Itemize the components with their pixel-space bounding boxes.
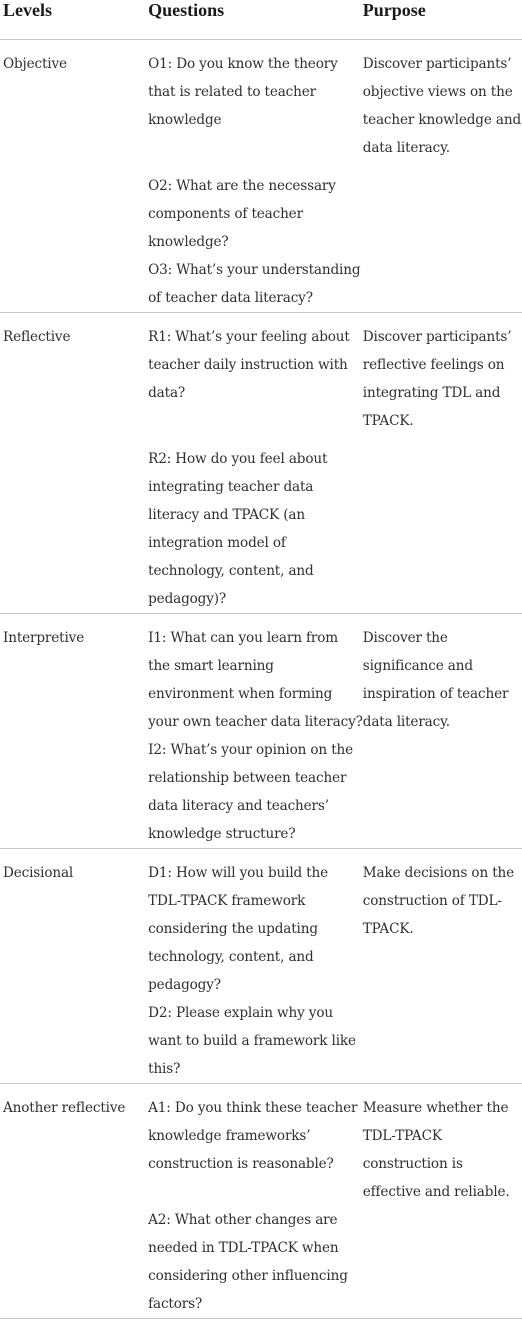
header-levels: Levels (0, 0, 148, 40)
table-body (0, 40, 522, 1319)
table-row-another-reflective-cont (0, 1206, 522, 1319)
table-row-objective-cont (0, 256, 522, 313)
header-purpose: Purpose (363, 0, 522, 40)
table-row-reflective-cont (0, 435, 522, 614)
question-cell: O3: What’s your understanding of teacher data literacy? (148, 256, 363, 313)
table-row-objective-cont (0, 162, 522, 256)
question-cell: D1: How will you build the TDL-TPACK framework considering the updating technology, content, and pedagogy? (148, 865, 329, 993)
question-cell: I2: What’s your opinion on the relationship between teacher data literacy and teachers’ knowledge structure? (148, 736, 363, 849)
purpose-cell: Discover participants’ reflective feelings on integrating TDL and TPACK. (362, 329, 512, 429)
question-cell: O2: What are the necessary components of teacher knowledge? (148, 178, 336, 250)
table-row-reflective (0, 313, 522, 436)
question-cell: A1: Do you think these teacher knowledge frameworks’ construction is reasonable? (148, 1100, 358, 1172)
question-cell: D2: Please explain why you want to build a framework like this? (148, 999, 363, 1084)
level-cell: Decisional (3, 865, 74, 881)
question-cell: O1: Do you know the theory that is related to teacher knowledge (148, 56, 338, 128)
question-cell: R1: What’s your feeling about teacher daily instruction with data? (148, 329, 350, 401)
table-header (0, 0, 522, 40)
question-cell: I1: What can you learn from the smart learning environment when forming your own teacher data literacy? (148, 630, 363, 730)
question-cell: R2: How do you feel about integrating teacher data literacy and TPACK (an integration model of technology, content, and pedagogy)? (148, 435, 363, 614)
purpose-cell: Measure whether the TDL-TPACK construction is effective and reliable. (362, 1100, 510, 1200)
table-row-decisional-cont (0, 999, 522, 1084)
question-cell: A2: What other changes are needed in TDL-TPACK when considering other influencing factors? (148, 1206, 363, 1319)
level-cell: Interpretive (3, 630, 85, 646)
table-row-decisional (0, 849, 522, 1000)
header-row (0, 0, 522, 40)
table-row-objective (0, 40, 522, 163)
table-row-interpretive-cont (0, 736, 522, 849)
header-questions: Questions (148, 0, 363, 40)
table-row-another-reflective (0, 1084, 522, 1207)
purpose-cell: Discover participants’ objective views on the teacher knowledge and data literacy. (362, 56, 521, 156)
level-cell: Another reflective (3, 1100, 126, 1116)
purpose-cell: Discover the significance and inspiration of teacher data literacy. (362, 630, 509, 730)
purpose-cell: Make decisions on the construction of TDL-TPACK. (362, 865, 515, 937)
level-cell: Objective (3, 56, 67, 72)
table-row-interpretive (0, 614, 522, 737)
level-cell: Reflective (3, 329, 71, 345)
